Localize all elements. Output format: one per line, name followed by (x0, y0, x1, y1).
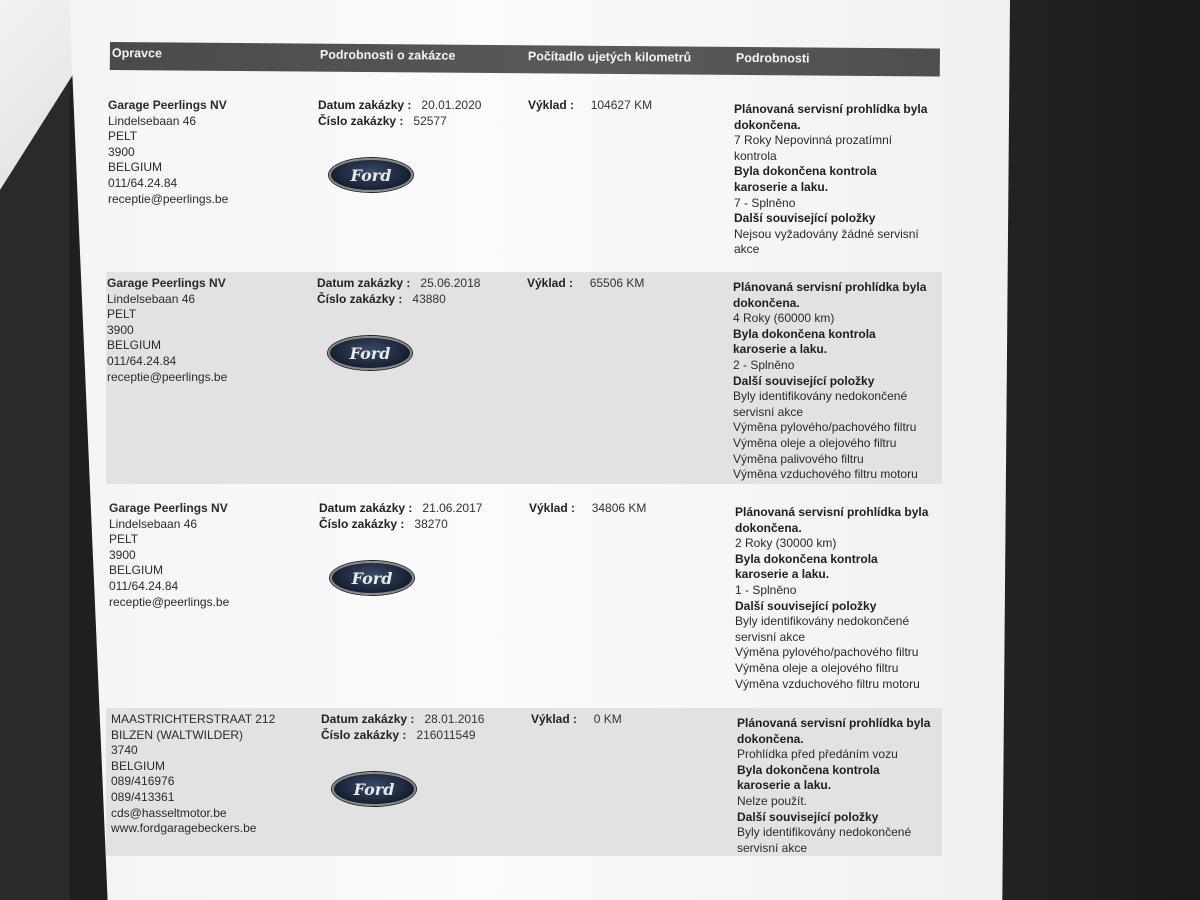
repairer-line: 011/64.24.84 (107, 353, 177, 368)
repairer-line: 089/413361 (111, 789, 175, 804)
order-number-label: Číslo zakázky : (318, 113, 404, 128)
odometer-label: Výklad : (528, 98, 575, 112)
order-date: 25.06.2018 (420, 276, 481, 290)
detail-line: Plánovaná servisní prohlídka byla (737, 716, 931, 730)
repairer-line: 011/64.24.84 (109, 578, 179, 593)
detail-line: Další související položky (737, 809, 879, 824)
header-order-details: Podrobnosti o zakázce (319, 47, 456, 63)
repairer-line: 089/416976 (111, 774, 175, 789)
repairer-line: 3740 (111, 743, 138, 758)
detail-line: 2 Roky (30000 km) (735, 536, 837, 551)
order-date-label: Datum zakázky : (318, 98, 412, 112)
detail-line: karoserie a laku. (735, 567, 830, 582)
detail-line: dokončena. (735, 520, 802, 535)
odometer-value: 0 KM (593, 712, 622, 726)
ford-logo-text: Ford (350, 165, 392, 185)
detail-line: Další související položky (735, 598, 877, 613)
repairer-line: 3900 (109, 547, 136, 562)
detail-line: akce (734, 242, 760, 257)
record-shade (106, 272, 942, 484)
header-details: Podrobnosti (735, 50, 810, 66)
order-date-label: Datum zakázky : (321, 712, 415, 726)
detail-line: Výměna pylového/pachového filtru (735, 645, 919, 660)
repairer-line: receptie@peerlings.be (107, 369, 228, 384)
odometer-value: 34806 KM (591, 501, 647, 515)
order-date: 20.01.2020 (421, 98, 482, 112)
detail-line: Nejsou vyžadovány žádné servisní (734, 226, 919, 241)
detail-line: karoserie a laku. (737, 778, 832, 793)
detail-line: Byly identifikovány nedokončené (733, 389, 908, 404)
detail-line: Byla dokončena kontrola (735, 551, 878, 566)
detail-line: Byla dokončena kontrola (734, 164, 877, 179)
order-number: 38270 (414, 516, 448, 531)
repairer-line: BELGIUM (111, 758, 166, 773)
repairer-line: PELT (109, 532, 139, 547)
repairer-line: BELGIUM (108, 160, 163, 175)
repairer-line: cds@hasseltmotor.be (111, 805, 227, 820)
odometer-value: 104627 KM (590, 98, 653, 112)
repairer-line: 3900 (107, 322, 134, 337)
detail-line: dokončena. (737, 731, 804, 746)
odometer-label: Výklad : (531, 712, 578, 726)
detail-line: Výměna oleje a olejového filtru (735, 660, 899, 675)
detail-line: dokončena. (733, 295, 800, 310)
odometer-label: Výklad : (527, 276, 574, 290)
order-number: 43880 (412, 291, 446, 306)
detail-line: servisní akce (733, 404, 804, 419)
detail-line: Další související položky (734, 211, 876, 226)
detail-line: kontrola (734, 148, 777, 163)
header-repairer: Opravce (111, 46, 162, 61)
detail-line: karoserie a laku. (733, 342, 828, 357)
detail-line: Výměna pylového/pachového filtru (733, 420, 917, 435)
detail-line: Výměna palivového filtru (733, 451, 864, 466)
repairer-line: MAASTRICHTERSTRAAT 212 (111, 712, 276, 726)
detail-line: servisní akce (737, 840, 808, 855)
detail-line: Výměna vzduchového filtru motoru (733, 467, 918, 482)
repairer-line: 3900 (108, 144, 135, 159)
repairer-line: receptie@peerlings.be (109, 594, 230, 609)
repairer-line: Garage Peerlings NV (108, 98, 227, 112)
order-date-label: Datum zakázky : (319, 501, 413, 515)
detail-line: 2 - Splněno (733, 357, 795, 372)
repairer-line: Garage Peerlings NV (107, 276, 226, 290)
order-number-label: Číslo zakázky : (319, 516, 405, 531)
repairer-line: receptie@peerlings.be (108, 191, 229, 206)
detail-line: 1 - Splněno (735, 582, 797, 597)
detail-line: Další související položky (733, 373, 875, 388)
order-number: 216011549 (416, 727, 476, 742)
detail-line: Prohlídka před předáním vozu (737, 747, 898, 762)
detail-line: Plánovaná servisní prohlídka byla (734, 102, 928, 116)
detail-line: Výměna vzduchového filtru motoru (735, 676, 920, 691)
header-odometer: Počítadlo ujetých kilometrů (527, 49, 692, 65)
detail-line: Plánovaná servisní prohlídka byla (735, 505, 929, 519)
repairer-line: BELGIUM (109, 563, 164, 578)
detail-line: 7 Roky Nepovinná prozatímní (734, 133, 893, 148)
detail-line: Byly identifikovány nedokončené (737, 825, 912, 840)
detail-line: Byly identifikovány nedokončené (735, 614, 910, 629)
detail-line: servisní akce (735, 629, 806, 644)
repairer-line: BELGIUM (107, 338, 162, 353)
repairer-line: BILZEN (WALTWILDER) (111, 727, 244, 742)
order-number: 52577 (413, 113, 447, 128)
detail-line: dokončena. (734, 117, 801, 132)
order-date: 21.06.2017 (422, 501, 483, 515)
odometer-value: 65506 KM (589, 276, 645, 290)
repairer-line: PELT (108, 129, 138, 144)
repairer-line: PELT (107, 307, 137, 322)
order-date: 28.01.2016 (424, 712, 485, 726)
detail-line: Byla dokončena kontrola (733, 326, 876, 341)
detail-line: 4 Roky (60000 km) (733, 311, 835, 326)
ford-logo-text: Ford (351, 568, 393, 588)
detail-line: karoserie a laku. (734, 179, 829, 194)
repairer-line: Lindelsebaan 46 (107, 291, 196, 306)
repairer-line: Lindelsebaan 46 (108, 113, 197, 128)
background-right (995, 0, 1200, 900)
order-number-label: Číslo zakázky : (317, 291, 403, 306)
detail-line: Výměna oleje a olejového filtru (733, 435, 897, 450)
detail-line: Nelze použít. (737, 793, 808, 808)
repairer-line: www.fordgaragebeckers.be (111, 821, 257, 836)
odometer-label: Výklad : (529, 501, 576, 515)
detail-line: Byla dokončena kontrola (737, 762, 880, 777)
ford-logo-text: Ford (353, 779, 395, 799)
ford-logo-text: Ford (349, 343, 391, 363)
detail-line: Plánovaná servisní prohlídka byla (733, 280, 927, 294)
record-shade (106, 708, 942, 856)
repairer-line: Lindelsebaan 46 (109, 516, 198, 531)
detail-line: 7 - Splněno (734, 195, 796, 210)
order-date-label: Datum zakázky : (317, 276, 411, 290)
repairer-line: Garage Peerlings NV (109, 501, 228, 515)
order-number-label: Číslo zakázky : (321, 727, 407, 742)
repairer-line: 011/64.24.84 (108, 175, 178, 190)
